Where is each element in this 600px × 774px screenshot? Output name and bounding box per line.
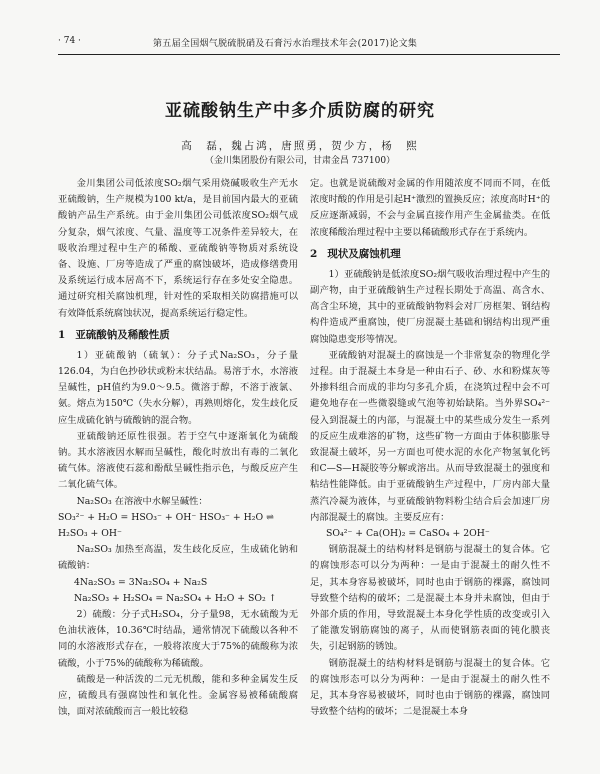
section-heading-2: 2 现状及腐蚀机理 (310, 247, 401, 260)
paragraph: 2）硫酸：分子式H₂SO₄，分子量98，无水硫酸为无色油状液体，10.36℃时结晶，通常情况下硫酸以各种不同的水溶液形式存在，一般将浓度大于75%的硫酸称为浓硫酸，小于75%的硫酸称为稀硫酸。 (58, 609, 298, 669)
left-column (58, 176, 298, 721)
equation: SO₃²⁻ + H₂O = HSO₃⁻ + OH⁻ HSO₃⁻ + H₂O ⇌ (58, 511, 274, 523)
paragraph: 钢筋混凝土的结构材料是钢筋与混凝土的复合体。它的腐蚀形态可以分为两种：一是由于混凝土的耐久性不足，其本身容易被破坏，同时也由于钢筋的裸露，腐蚀同导致整个结构的破坏；二是混凝土本身并未腐蚀，但由于外部介质的作用，导致混凝土本身化学性质的改变或引入了能激发钢筋腐蚀的离子，从而使钢筋表面的钝化膜丧失，引起钢筋的锈蚀。 (310, 544, 550, 653)
equation: SO₄²⁻ + Ca(OH)₂ = CaSO₄ + 2OH⁻ (326, 528, 490, 540)
section-heading-1: 1 亚硫酸钠及稀酸性质 (58, 328, 170, 341)
paragraph: 亚硫酸钠对混凝土的腐蚀是一个非常复杂的物理化学过程。由于混凝土本身是一种由石子、砂、水和粉煤灰等外掺料组合而成的非均匀多孔介质，在浇筑过程中会不可避免地存在一些微裂缝或气泡等初始缺陷。当外界SO₄²⁻侵入到混凝土的内部，与混凝土中的某些成分发生一系列的反应生成难溶的矿物，这些矿物一方面由于体积膨胀导致混凝土破坏，另一方面也可使水泥的水化产物氢氧化钙和C—S—H凝胶等分解或溶出。从而导致混凝土的强度和粘结性能降低。由于亚硫酸钠生产过程中，厂房内部大量蒸汽冷凝为液体，与亚硫酸钠物料粉尘结合后会加速厂房内部混凝土的腐蚀。主要反应有： (310, 349, 550, 523)
paper-title: 亚硫酸钠生产中多介质防腐的研究 (165, 101, 435, 121)
running-title: 第五届全国烟气脱硫脱硝及石膏污水治理技术年会(2017)论文集 (153, 39, 418, 49)
running-header (58, 36, 560, 50)
author-list: 高 磊，魏占鸿，唐照勇，贺少方，杨 熙 (181, 140, 419, 152)
right-column (310, 176, 550, 721)
header-rule (58, 54, 560, 55)
paragraph: 1）亚硫酸钠（硫氧）：分子式Na₂SO₃，分子量126.04，为白色抄砂状或粉末状结晶。易溶于水，水溶液呈碱性，pH值约为9.0～9.5。微溶于醇，不溶于液氯、氨。熔点为150℃（失水分解），再熟则熔化，发生歧化反应生成硫化钠与硫酸钠的混合物。 (58, 349, 298, 426)
affiliation: （金川集团股份有限公司，甘肃金昌 737100） (204, 156, 396, 166)
paragraph: 1）亚硫酸钠是低浓度SO₂烟气吸收治理过程中产生的副产物，由于亚硫酸钠生产过程长期处于高温、高含水、高含尘环境，其中的亚硫酸钠物料会对厂房框架、钢结构构件造成严重腐蚀，使厂房混凝土基础和钢结构出现严重腐蚀隐患变形等情况。 (310, 268, 550, 345)
paragraph: 钢筋混凝土的结构材料是钢筋与混凝土的复合体。它的腐蚀形态可以分为两种：一是由于混凝土的耐久性不足，其本身容易被破坏，同时也由于钢筋的裸露，腐蚀同导致整个结构的破坏；二是混凝土本身 (310, 657, 550, 718)
equation: H₂SO₃ + OH⁻ (58, 528, 122, 540)
paragraph: 金川集团公司低浓度SO₂烟气采用烧碱吸收生产无水亚硫酸钠，生产规模为100 kt/a，是目前国内最大的亚硫酸钠产品生产系统。由于金川集团公司低浓度SO₂烟气成分复杂，烟气浓度、气量、温度等工况条件差异较大，在吸收治理过程中生产的稀酸、亚硫酸钠等物质对系统设备、设施、厂房等造成了严重的腐蚀破坏，造成修缮费用及系统运行成本居高不下，系统运行存在多处安全隐患。通过研究相关腐蚀机理，针对性的采取相关防腐措施可以有效降低系统腐蚀状况，提高系统运行稳定性。 (58, 178, 298, 319)
paragraph: Na₂SO₃ 在溶液中水解呈碱性： (76, 495, 208, 507)
paragraph: 亚硫酸钠还原性很强。若于空气中逐渐氧化为硫酸钠。其水溶液因水解而呈碱性，酸化时放出有毒的二氧化硫气体。溶液使石蕊和酚酞呈碱性指示色，与酸反应产生二氧化硫气体。 (58, 430, 298, 491)
equation: Na₂SO₃ + H₂SO₄ = Na₂SO₄ + H₂O + SO₂ ↑ (74, 592, 277, 604)
paragraph: 硫酸是一种活泼的二元无机酸，能和多种金属发生反应，硫酸具有强腐蚀性和氧化性。金属容易被稀硫酸腐蚀，面对浓硫酸而言一般比较稳 (58, 673, 298, 718)
equation: 4Na₂SO₃ = 3Na₂SO₄ + Na₂S (74, 576, 208, 588)
paragraph: Na₂SO₃ 加热至高温，发生歧化反应，生成硫化钠和硫酸钠： (58, 544, 298, 572)
page-number: · 74 · (58, 36, 81, 46)
paragraph: 定。也就是说硫酸对金属的作用随浓度不同而不同，在低浓度时酸的作用是引起H⁺激烈的置换反应；浓度高时H⁺的反应逐渐减弱，不会与金属直接作用产生金属盐类。在低浓度稀酸治理过程中主要以稀硫酸形式存在于系统内。 (310, 178, 550, 238)
